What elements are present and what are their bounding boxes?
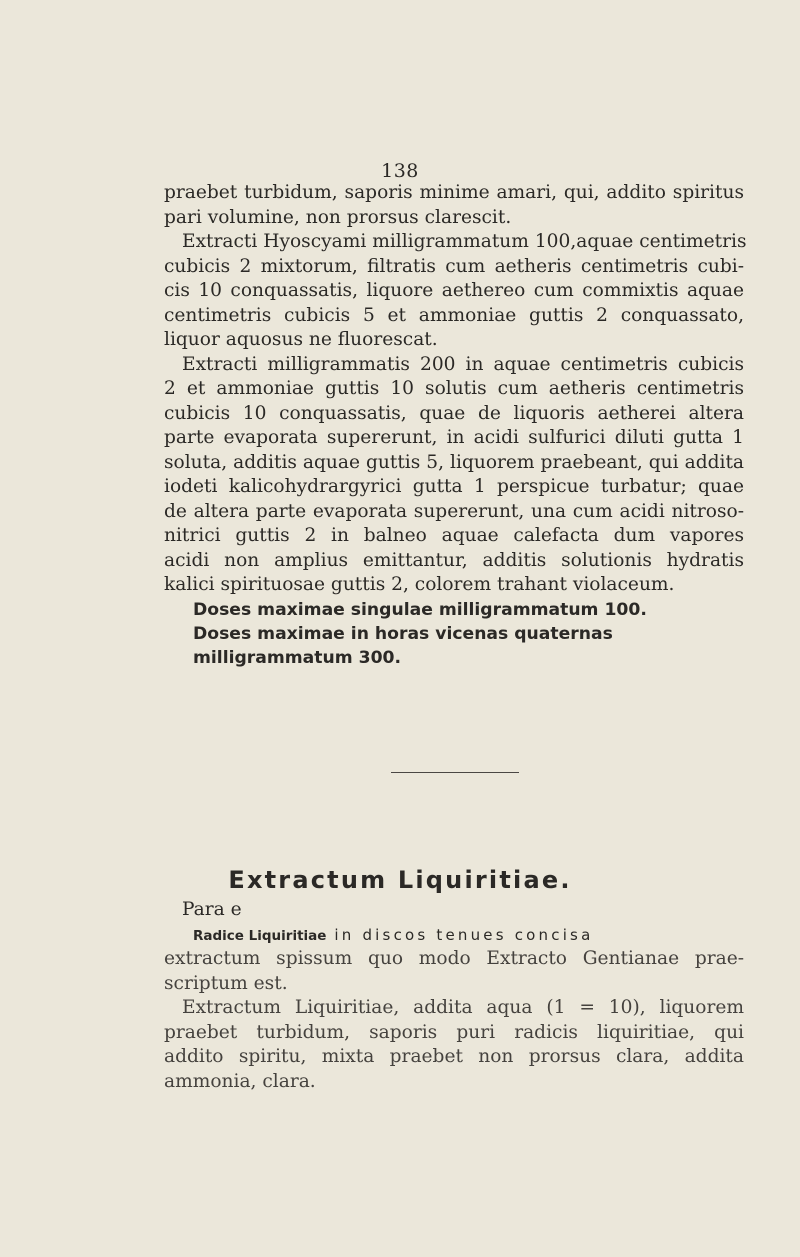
dose-line: milligrammatum 300. <box>193 647 402 668</box>
text-line: kalici spirituosae guttis 2, colorem trahant violaceum. <box>164 574 675 595</box>
text-line: scriptum est. <box>164 972 288 994</box>
text-line: cubicis 10 conquassatis, quae de liquoris aetherei altera <box>164 402 744 424</box>
text-line: centimetris cubicis 5 et ammoniae guttis 2 conquassato, <box>164 304 744 326</box>
radice-bold: Radice Liquiritiae <box>193 927 327 944</box>
text-line: ammonia, clara. <box>164 1070 316 1092</box>
text-line: Extracti Hyoscyami milligrammatum 100,aquae centimetris <box>182 231 747 252</box>
text-line: acidi non amplius emittantur, additis solutionis hydratis <box>164 549 744 571</box>
text-line: cubicis 2 mixtorum, filtratis cum aetheris centimetris cubi- <box>164 255 744 277</box>
main-text-block <box>164 181 747 670</box>
radice-spaced: in discos tenues concisa <box>334 925 594 944</box>
text-line: praebet turbidum, saporis minime amari, qui, addito spiritus <box>164 182 744 203</box>
dose-line: Doses maximae singulae milligrammatum 100. <box>193 599 647 620</box>
text-line: 2 et ammoniae guttis 10 solutis cum aetheris centimetris <box>164 378 744 399</box>
text-line: Extractum Liquiritiae, addita aqua (1 = 10), liquorem <box>182 997 744 1018</box>
text-line: Para e <box>182 899 242 920</box>
text-line: pari volumine, non prorsus clarescit. <box>164 206 512 228</box>
dose-line: Doses maximae in horas vicenas quaternas <box>193 623 613 644</box>
page-number: 138 <box>381 160 419 182</box>
section-divider <box>391 772 519 773</box>
radice-line <box>164 923 744 948</box>
text-line: praebet turbidum, saporis puri radicis liquiritiae, qui <box>164 1021 744 1043</box>
text-line: soluta, additis aquae guttis 5, liquorem praebeant, qui addita <box>164 451 744 473</box>
text-line: addito spiritu, mixta praebet non prorsus clara, addita <box>164 1046 744 1067</box>
text-line: de altera parte evaporata supererunt, una cum acidi nitroso- <box>164 500 744 522</box>
text-line: nitrici guttis 2 in balneo aquae calefacta dum vapores <box>164 525 744 546</box>
text-line: extractum spissum quo modo Extracto Gentianae prae- <box>164 948 744 969</box>
section-title: Extractum Liquiritiae. <box>228 866 572 894</box>
text-line: iodeti kalicohydrargyrici gutta 1 perspicue turbatur; quae <box>164 476 744 497</box>
section-text-block <box>164 898 744 1094</box>
text-line: cis 10 conquassatis, liquore aethereo cum commixtis aquae <box>164 280 744 301</box>
text-line: Extracti milligrammatis 200 in aquae centimetris cubicis <box>182 353 744 375</box>
text-line: liquor aquosus ne fluorescat. <box>164 329 438 350</box>
text-line: parte evaporata supererunt, in acidi sulfurici diluti gutta 1 <box>164 427 744 448</box>
